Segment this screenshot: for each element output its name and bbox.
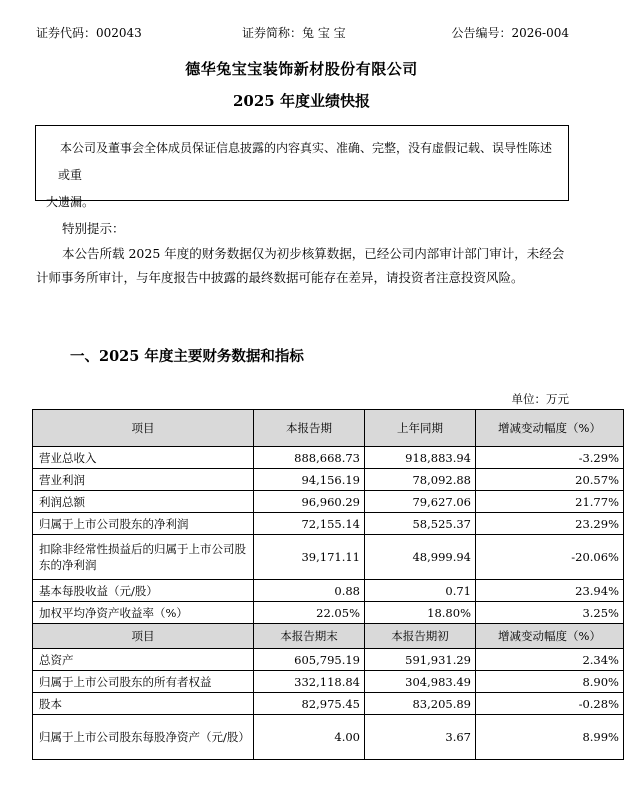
table-row	[33, 580, 624, 602]
row-item-label: 营业利润	[33, 469, 254, 491]
row-value-cell: 20.57%	[476, 469, 624, 491]
table-row	[33, 649, 624, 671]
table-row	[33, 715, 624, 760]
row-value-cell: 23.29%	[476, 513, 624, 535]
table-row	[33, 447, 624, 469]
row-value-cell: 0.88	[254, 580, 365, 602]
company-name: 德华兔宝宝装饰新材股份有限公司	[185, 60, 418, 78]
report-title: 2025 年度业绩快报	[233, 92, 370, 110]
row-value-cell: 23.94%	[476, 580, 624, 602]
table-row	[33, 469, 624, 491]
row-value-cell: -3.29%	[476, 447, 624, 469]
notice-line-2: 大遗漏。	[46, 195, 95, 209]
special-notice-body: 本公告所载 2025 年度的财务数据仅为初步核算数据，已经公司内部审计部门审计，未经会计师事务所审计，与年度报告中披露的最终数据可能存在差异，请投资者注意投资风险。	[36, 246, 565, 285]
row-value-cell: 83,205.89	[365, 693, 476, 715]
table-header-cell: 增减变动幅度（%）	[476, 410, 624, 447]
table-header-cell: 增减变动幅度（%）	[476, 624, 624, 649]
row-value-cell: 82,975.45	[254, 693, 365, 715]
row-value-cell: 605,795.19	[254, 649, 365, 671]
row-value-cell: 22.05%	[254, 602, 365, 624]
stock-code: 证券代码：002043	[36, 26, 142, 40]
row-item-label: 营业总收入	[33, 447, 254, 469]
table-row	[33, 491, 624, 513]
row-item-label: 股本	[33, 693, 254, 715]
table-header-cell: 项目	[33, 624, 254, 649]
table-header-cell: 项目	[33, 410, 254, 447]
row-value-cell: 48,999.94	[365, 535, 476, 580]
announcement-number: 公告编号：2026-004	[451, 26, 569, 40]
row-item-label: 归属于上市公司股东每股净资产（元/股）	[33, 715, 254, 760]
row-value-cell: 8.99%	[476, 715, 624, 760]
table-header-cell: 本报告期	[254, 410, 365, 447]
row-item-label: 加权平均净资产收益率（%）	[33, 602, 254, 624]
row-value-cell: 78,092.88	[365, 469, 476, 491]
table-header-cell: 上年同期	[365, 410, 476, 447]
table-header-cell: 本报告期末	[254, 624, 365, 649]
table-header-cell: 本报告期初	[365, 624, 476, 649]
special-notice-title: 特别提示：	[62, 221, 125, 236]
unit-label: 单位：万元	[511, 392, 569, 406]
row-item-label: 归属于上市公司股东的所有者权益	[33, 671, 254, 693]
row-value-cell: -0.28%	[476, 693, 624, 715]
table-header-row	[33, 624, 624, 649]
table-header-row	[33, 410, 624, 447]
table-row	[33, 671, 624, 693]
row-value-cell: 58,525.37	[365, 513, 476, 535]
table-row	[33, 513, 624, 535]
row-item-label: 扣除非经常性损益后的归属于上市公司股东的净利润	[33, 535, 254, 580]
table-row	[33, 602, 624, 624]
row-value-cell: -20.06%	[476, 535, 624, 580]
row-item-label: 归属于上市公司股东的净利润	[33, 513, 254, 535]
row-value-cell: 94,156.19	[254, 469, 365, 491]
row-value-cell: 918,883.94	[365, 447, 476, 469]
row-value-cell: 72,155.14	[254, 513, 365, 535]
row-value-cell: 888,668.73	[254, 447, 365, 469]
financial-data-table	[32, 409, 624, 760]
table-row	[33, 535, 624, 580]
table-row	[33, 693, 624, 715]
stock-abbreviation: 证券简称：兔 宝 宝	[242, 26, 346, 40]
row-value-cell: 0.71	[365, 580, 476, 602]
row-item-label: 利润总额	[33, 491, 254, 513]
row-value-cell: 18.80%	[365, 602, 476, 624]
row-item-label: 基本每股收益（元/股）	[33, 580, 254, 602]
notice-line-1: 本公司及董事会全体成员保证信息披露的内容真实、准确、完整，没有虚假记载、误导性陈述或重	[58, 141, 553, 182]
row-value-cell: 39,171.11	[254, 535, 365, 580]
row-value-cell: 3.25%	[476, 602, 624, 624]
row-value-cell: 2.34%	[476, 649, 624, 671]
row-value-cell: 79,627.06	[365, 491, 476, 513]
row-value-cell: 332,118.84	[254, 671, 365, 693]
disclosure-notice-box	[35, 125, 569, 209]
row-value-cell: 96,960.29	[254, 491, 365, 513]
row-item-label: 总资产	[33, 649, 254, 671]
row-value-cell: 591,931.29	[365, 649, 476, 671]
announcement-header	[36, 24, 569, 40]
row-value-cell: 4.00	[254, 715, 365, 760]
row-value-cell: 21.77%	[476, 491, 624, 513]
section-title: 一、2025 年度主要财务数据和指标	[70, 348, 304, 365]
row-value-cell: 3.67	[365, 715, 476, 760]
row-value-cell: 8.90%	[476, 671, 624, 693]
row-value-cell: 304,983.49	[365, 671, 476, 693]
